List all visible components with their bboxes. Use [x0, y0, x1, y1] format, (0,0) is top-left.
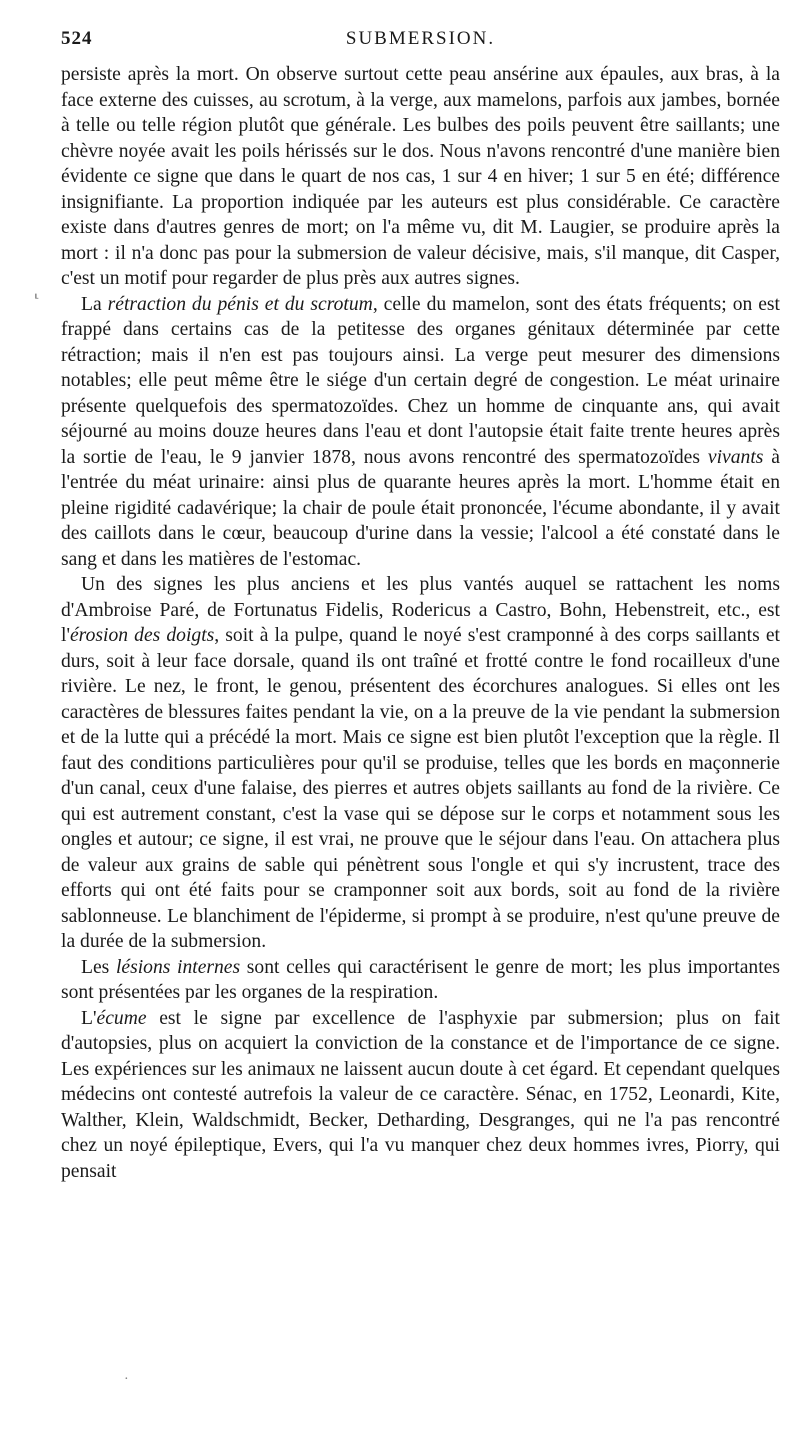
text-segment: Un des signes les plus anciens et les plus vantés auquel se rattachent les noms d'Ambroise Paré, de Fortunatus Fidelis, Rodericus a Castro, Bohn, Hebenstreit, etc., est l' — [61, 574, 780, 646]
paragraph-peau-anserine — [61, 62, 780, 292]
paragraph-erosion-doigts — [61, 572, 780, 955]
margin-speck: ⸤ — [34, 286, 40, 301]
running-title: SUBMERSION. — [345, 28, 496, 49]
book-page — [61, 28, 780, 1184]
text-segment: à l'entrée du méat urinaire: ainsi plus de quarante heures après la mort. L'homme était en pleine rigidité cadavérique; la chair de poule était prononcée, l'écume abondante, il y avait des caillots dans le cœur, beaucoup d'urine dans la vessie; l'alcool a été constaté dans le sang et dans les matières de l'estomac. — [61, 446, 780, 570]
body-text — [61, 62, 780, 1184]
text-segment: sont celles qui caractérisent le genre de mort; les plus importantes sont présentées par les organes de la respiration. — [61, 956, 780, 1003]
paragraph-lesions-internes — [61, 955, 780, 1006]
italic-term: lésions internes — [115, 956, 241, 978]
text-segment: L' — [81, 1007, 97, 1029]
text-segment: Les — [81, 956, 116, 978]
text-segment: La — [81, 293, 108, 315]
paragraph-retraction — [61, 292, 780, 573]
italic-term: vivants — [707, 446, 764, 468]
margin-speck: · — [124, 1372, 129, 1387]
paragraph-ecume — [61, 1006, 780, 1185]
text-segment: persiste après la mort. On observe surtout cette peau ansérine aux épaules, aux bras, à la face externe des cuisses, au scrotum, à la verge, aux mamelons, parfois aux jambes, bornée à telle ou telle région plutôt que générale. Les bulbes des poils peuvent être saillants; une chèvre noyée avait les poils hérissés sur le dos. Nous n'avons rencontré d'une manière bien évidente ce signe que dans le quart de nos cas, 1 sur 4 en hiver; 1 sur 5 en été; différence insignifiante. La proportion indiquée par les auteurs est plus considérable. Ce caractère existe dans d'autres genres de mort; on l'a même vu, dit M. Laugier, se produire après la mort : il n'a donc pas pour la submersion de valeur décisive, mais, s'il manque, dit Casper, c'est un motif pour regarder de plus près aux autres signes. — [61, 64, 780, 289]
text-segment: est le signe par excellence de l'asphyxie par submersion; plus on fait d'autopsies, plus on acquiert la conviction de la constance et de l'importance de ce signe. Les expériences sur les animaux ne laissent aucun doute à cet égard. Et cependant quelques médecins ont contesté autrefois la valeur de ce caractère. Sénac, en 1752, Leonardi, Kite, Walther, Klein, Waldschmidt, Becker, Detharding, Desgranges, qui ne l'a pas rencontré chez un noyé épileptique, Evers, qui l'a vu manquer chez deux hommes ivres, Piorry, qui pensait — [61, 1007, 780, 1182]
text-segment: , soit à la pulpe, quand le noyé s'est cramponné à des corps saillants et durs, soit à leur face dorsale, quand ils ont traîné et frotté contre le fond rocailleux d'une rivière. Le nez, le front, le genou, présentent des écorchures analogues. Si elles ont les caractères de blessures faites pendant la vie, on a la preuve de la vie pendant la submersion et de la lutte qui a précédé la mort. Mais ce signe est bien plutôt l'exception que la règle. Il faut des conditions particulières pour qu'il se produise, telles que les bords en maçonnerie d'un canal, ceux d'une falaise, des pierres et autres objets saillants au fond de la rivière. Ce qui est autrement constant, c'est la vase qui se dépose sur le corps et notamment sous les ongles et autour; ce signe, il est vrai, ne prouve que le séjour dans l'eau. On attachera plus de valeur aux grains de sable qui pénètrent sous l'ongle et qui s'y incrustent, trace des efforts qui ont été faits pour se cramponner soit aux bords, soit au fond de la rivière sablonneuse. Le blanchiment de l'épiderme, si prompt à se produire, n'est qu'une preuve de la durée de la submersion. — [61, 625, 780, 952]
italic-term: érosion des doigts — [69, 625, 215, 646]
page-header — [61, 28, 780, 54]
text-segment: , celle du mamelon, sont des états fréquents; on est frappé dans certains cas de la petitesse des organes génitaux déterminée par cette rétraction; mais il n'en est pas toujours ainsi. La verge peut mesurer des dimensions notables; elle peut même être le siége d'un certain degré de congestion. Le méat urinaire présente quelquefois des spermatozoïdes. Chez un homme de cinquante ans, qui avait séjourné au moins douze heures dans l'eau et dont l'autopsie était faite trente heures après la sortie de l'eau, le 9 janvier 1878, nous avons rencontré des spermatozoïdes — [61, 293, 780, 468]
italic-term: écume — [96, 1007, 147, 1029]
page-number: 524 — [61, 28, 93, 49]
italic-term: rétraction du pénis et du scrotum — [107, 293, 373, 315]
